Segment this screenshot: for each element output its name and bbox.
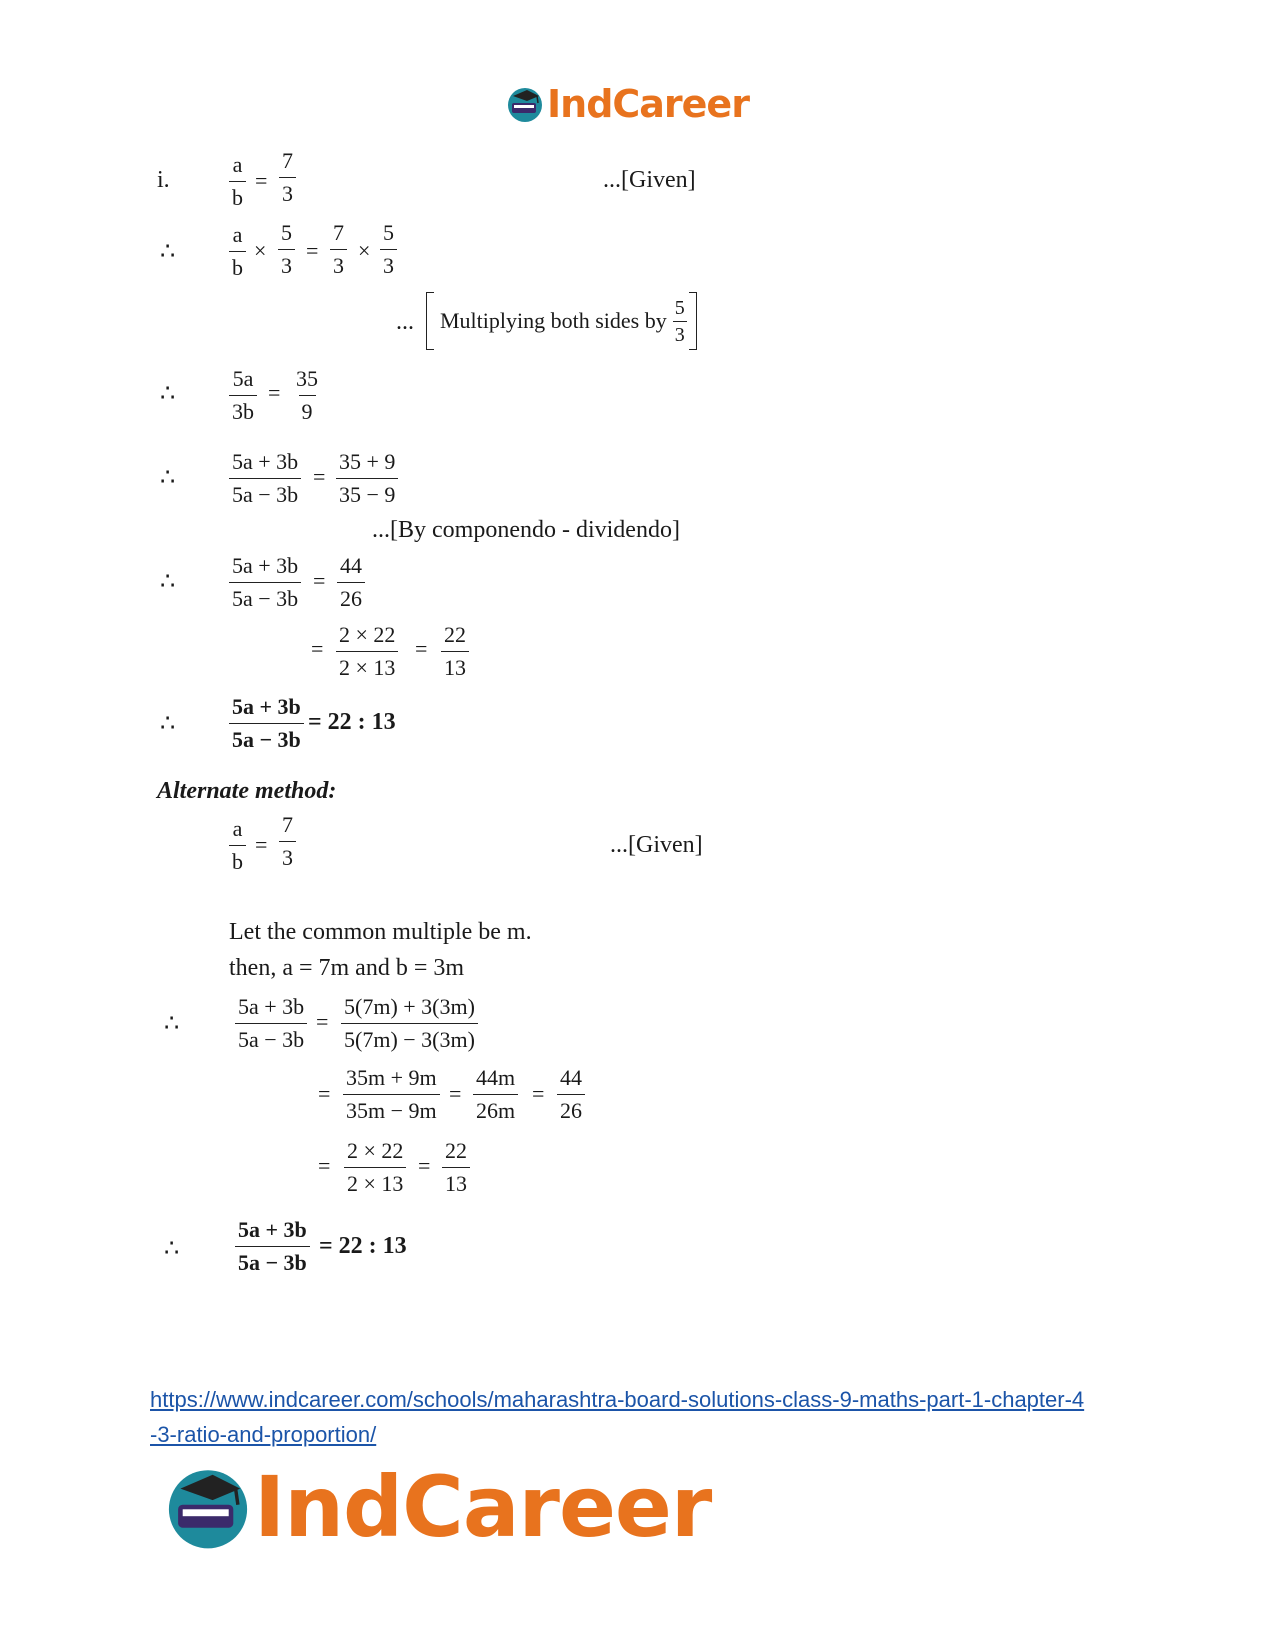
equals: = <box>255 168 268 193</box>
alt-result-ratio: = 22 : 13 <box>319 1233 407 1259</box>
fraction: $\frac{22}{13}$ <box>441 624 469 679</box>
graduation-book-icon <box>505 84 545 124</box>
fraction: $\frac{2 \times 22}{2 \times 13}$ <box>344 1140 406 1195</box>
fraction: $\frac{5a + 3b}{5a - 3b}$ <box>229 451 301 506</box>
therefore-symbol: ∴ <box>160 465 176 491</box>
graduation-book-icon <box>158 1461 258 1553</box>
equals: = <box>313 568 326 593</box>
fraction: $\frac{5}{3}$ <box>278 222 295 277</box>
common-multiple-line: Let the common multiple be m. <box>229 919 532 945</box>
equals: = <box>306 238 319 263</box>
fraction: $\frac{35m + 9m}{35m - 9m}$ <box>343 1067 440 1122</box>
equals: = <box>418 1153 431 1178</box>
fraction: $\frac{7}{3}$ <box>279 814 296 869</box>
equals: = <box>316 1009 329 1034</box>
componendo-note: ...[By componendo - dividendo] <box>372 517 680 543</box>
indcareer-logo-top <box>505 82 749 126</box>
indcareer-logo-bottom <box>158 1458 711 1556</box>
alt-given-note: ...[Given] <box>610 832 703 858</box>
fraction: $\frac{5a}{3b}$ <box>229 368 257 423</box>
times: × <box>254 238 267 263</box>
equals: = <box>255 832 268 857</box>
therefore-symbol: ∴ <box>160 711 176 737</box>
fraction: $\frac{a}{b}$ <box>229 224 246 279</box>
logo-text: IndCareer <box>547 82 749 126</box>
equals: = <box>268 380 281 405</box>
fraction: $\frac{44}{26}$ <box>557 1067 585 1122</box>
equals: = <box>311 636 324 661</box>
source-link-line2[interactable]: -3-ratio-and-proportion/ <box>150 1422 377 1447</box>
multiplying-note-text: Multiplying both sides by <box>440 308 667 333</box>
therefore-symbol: ∴ <box>160 239 176 265</box>
equals: = <box>318 1153 331 1178</box>
fraction: $\frac{5a + 3b}{5a - 3b}$ <box>229 555 301 610</box>
equals: = <box>318 1081 331 1106</box>
fraction: $\frac{5(7m) + 3(3m)}{5(7m) - 3(3m)}$ <box>341 996 478 1051</box>
source-link-line1[interactable]: https://www.indcareer.com/schools/maharashtra-board-solutions-class-9-maths-part-1-chapter-4 <box>150 1387 1085 1412</box>
given-note: ...[Given] <box>603 167 696 193</box>
fraction: $\frac{a}{b}$ <box>229 818 246 873</box>
source-link[interactable] <box>150 1382 1130 1452</box>
fraction: $\frac{7}{3}$ <box>279 150 296 205</box>
fraction: $\frac{5}{3}$ <box>674 296 685 346</box>
fraction: $\frac{a}{b}$ <box>229 154 246 209</box>
fraction: $\frac{5a + 3b}{5a - 3b}$ <box>235 1219 310 1274</box>
fraction: $\frac{5}{3}$ <box>380 222 397 277</box>
fraction: $\frac{22}{13}$ <box>442 1140 470 1195</box>
fraction: $\frac{35 + 9}{35 - 9}$ <box>336 451 398 506</box>
fraction: $\frac{7}{3}$ <box>330 222 347 277</box>
equals: = <box>415 636 428 661</box>
therefore-symbol: ∴ <box>164 1236 180 1262</box>
fraction: $\frac{2 \times 22}{2 \times 13}$ <box>336 624 398 679</box>
substitution-line: then, a = 7m and b = 3m <box>229 955 465 981</box>
result-ratio: = 22 : 13 <box>308 709 396 735</box>
note-prefix: ... <box>396 309 414 335</box>
fraction: $\frac{5a + 3b}{5a - 3b}$ <box>235 996 307 1051</box>
fraction: $\frac{35}{9}$ <box>296 366 318 424</box>
fraction: $\frac{44}{26}$ <box>337 555 365 610</box>
therefore-symbol: ∴ <box>164 1011 180 1037</box>
therefore-symbol: ∴ <box>160 569 176 595</box>
therefore-symbol: ∴ <box>160 381 176 407</box>
equals: = <box>532 1081 545 1106</box>
equals: = <box>313 464 326 489</box>
equals: = <box>449 1081 462 1106</box>
fraction: $\frac{44m}{26m}$ <box>473 1067 518 1122</box>
fraction: $\frac{5a + 3b}{5a - 3b}$ <box>229 696 304 751</box>
times: × <box>358 238 371 263</box>
item-label: i. <box>157 167 170 193</box>
multiplying-note <box>426 292 697 350</box>
logo-text: IndCareer <box>254 1458 712 1556</box>
alternate-heading: Alternate method: <box>157 778 337 804</box>
